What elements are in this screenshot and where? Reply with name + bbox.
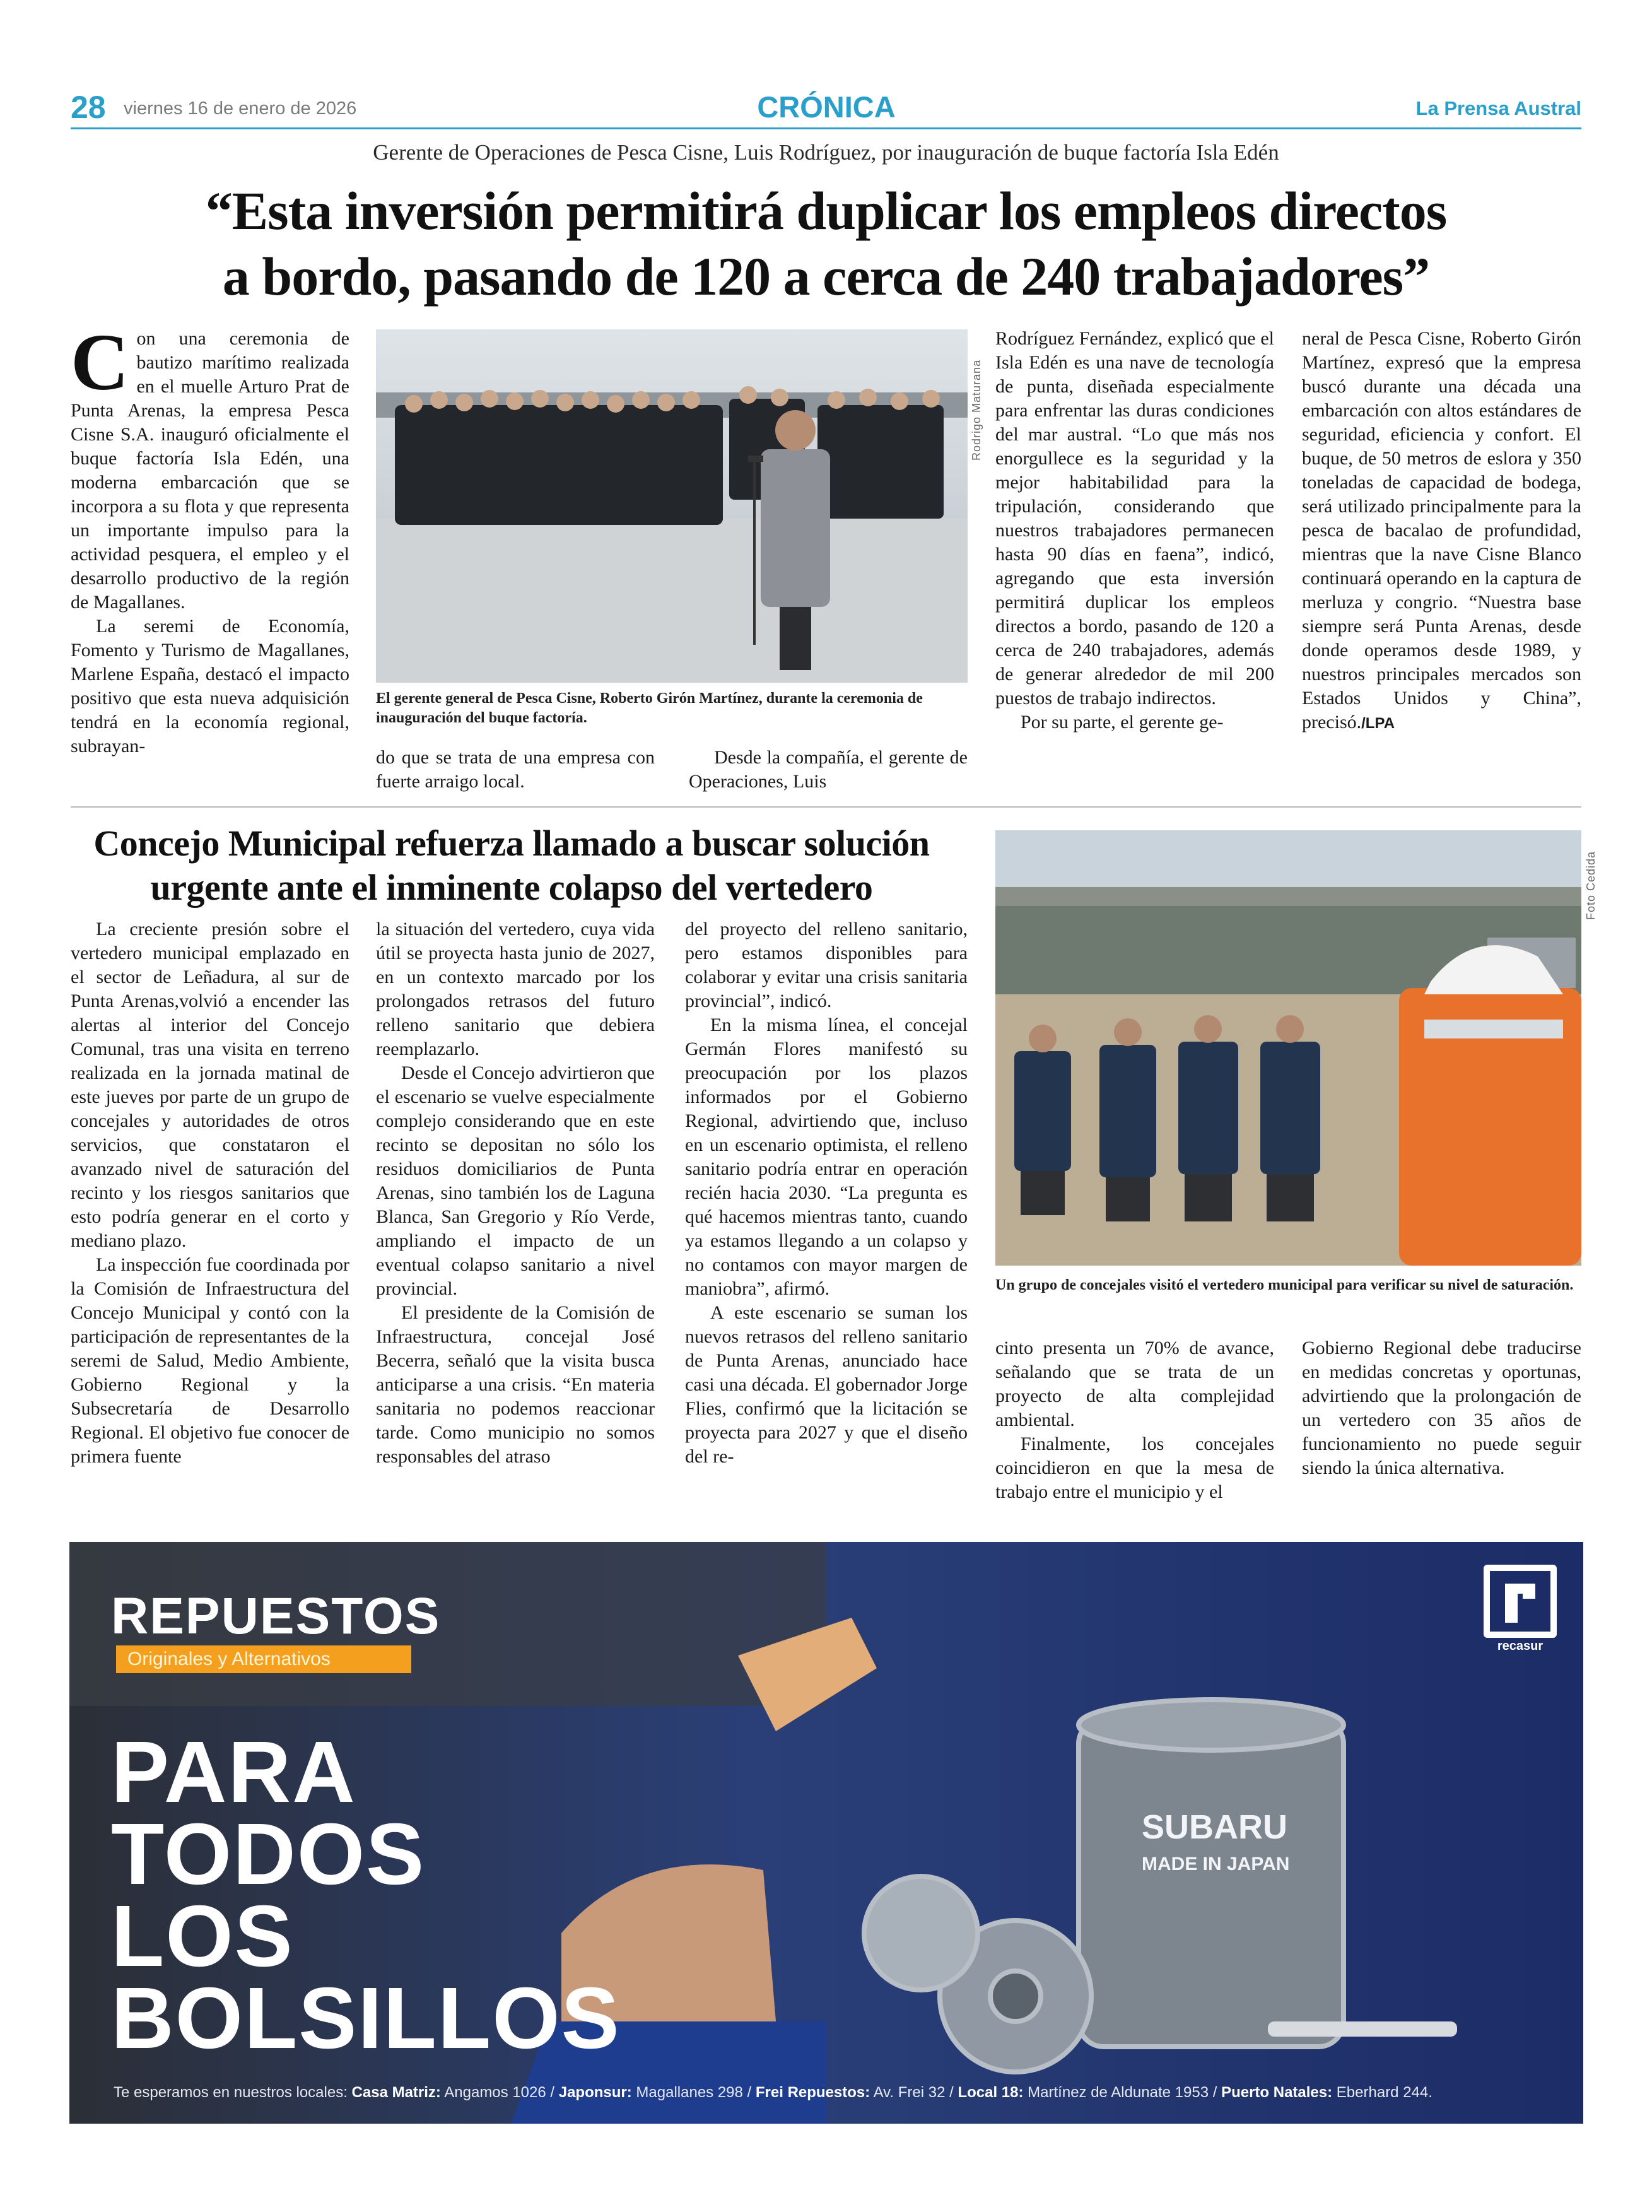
story1-column-2b xyxy=(689,746,968,794)
story1-photo-credit: Rodrigo Maturana xyxy=(970,359,983,461)
story2-column-5 xyxy=(1302,1336,1581,1519)
story1-col1-paragraph-2: La seremi de Economía, Fomento y Turismo de Magallanes, Marlene España, destacó el impacto positivo que esta nueva adquisición tendrá en la economía regional, subrayan- xyxy=(71,616,349,756)
story2-column-1 xyxy=(71,917,349,1517)
ad-tagline-3: LOS xyxy=(111,1888,294,1985)
ad-store-locations: Te esperamos en nuestros locales: Casa Matriz: Angamos 1026 / Japonsur: Magallanes 298 / Frei Repuestos: Av. Frei 32 / Local 18: Martínez de Aldunate 1953 / Puerto Natales: Eberhard 244. xyxy=(114,2084,1432,2101)
recasur-logo-text: recasur xyxy=(1497,1639,1544,1653)
ad-title: REPUESTOS xyxy=(111,1587,441,1645)
location-4-name: Local 18: xyxy=(958,2084,1024,2101)
story2-col1-paragraph-2: La inspección fue coordinada por la Comisión de Infraestructura del Concejo Municipal y contó con la participación de representantes de la seremi de Salud, Medio Ambiente, Gobierno Regional y la Subsecretaría de Desarrollo Regional. El objetivo fue conocer de primera fuente xyxy=(71,1254,349,1467)
location-1-address: Angamos 1026 xyxy=(444,2084,546,2101)
story1-column-4 xyxy=(1302,327,1581,794)
header-rule xyxy=(71,127,1581,129)
ad-tagline-2: TODOS xyxy=(111,1806,426,1903)
story1-column-2a xyxy=(376,746,655,794)
section-title: CRÓNICA xyxy=(757,90,896,124)
story2-headline xyxy=(71,821,952,910)
story1-kicker: Gerente de Operaciones de Pesca Cisne, Luis Rodríguez, por inauguración de buque factoría Isla Edén xyxy=(373,140,1279,165)
advertisement[interactable] xyxy=(69,1542,1583,2124)
story1-col3-paragraph-1: Rodríguez Fernández, explicó que el Isla Edén es una nave de tecnología de punta, diseñada especialmente para enfrentar las duras condiciones del mar austral. “Lo que más nos enorgullece es la seguridad y la mejor habitabilidad para la tripulación, considerando que nuestros trabajadores permanecen hasta 90 días en faena”, indicó, agregando que esta inversión permitirá duplicar los empleos directos a bordo, pasando de 120 a cerca de 240 trabajadores, además de generar alrededor de mil 200 puestos de trabajo indirectos. xyxy=(995,328,1274,709)
location-2-address: Magallanes 298 xyxy=(636,2084,743,2101)
story2-col2-paragraph-3: El presidente de la Comisión de Infraestructura, concejal José Becerra, señaló que la visita busca anticiparse a una crisis. “En materia sanitaria no podemos reaccionar tarde. Como municipio no somos responsables del atraso xyxy=(376,1302,655,1467)
location-4-address: Martínez de Aldunate 1953 xyxy=(1028,2084,1209,2101)
story1-headline xyxy=(71,178,1581,309)
story2-col2-paragraph-2: Desde el Concejo advirtieron que el escenario se vuelve especialmente complejo considerando que en este recinto se depositan no sólo los residuos domiciliarios de Punta Arenas, sino también los de Laguna Blanca, San Gregorio y Río Verde, ampliando el impacto de un eventual colapso sanitario a nivel provincial. xyxy=(376,1062,655,1299)
story1-under-photo-a: do que se trata de una empresa con fuerte arraigo local. xyxy=(376,747,655,792)
landfill-photo-illustration xyxy=(995,830,1581,1266)
ceremony-photo xyxy=(376,329,968,683)
story2-col3-paragraph-2: En la misma línea, el concejal Germán Flores manifestó su preocupación por los plazos informados por el Gobierno Regional, advirtiendo que, incluso en un escenario optimista, el relleno sanitario podría entrar en operación recién hacia 2030. “La pregunta es qué hacemos mientras tanto, cuando ya estamos llegando a un colapso y no contamos con mayor margen de maniobra”, afirmó. xyxy=(685,1015,968,1299)
newspaper-brand[interactable]: La Prensa Austral xyxy=(1415,97,1581,119)
location-5-name: Puerto Natales: xyxy=(1221,2084,1333,2101)
story1-under-photo-b: Desde la compañía, el gerente de Operaciones, Luis xyxy=(689,747,968,792)
story2-column-2 xyxy=(376,917,655,1517)
story2-headline-line1: Concejo Municipal refuerza llamado a buscar solución xyxy=(93,823,930,864)
page-number: 28 xyxy=(71,90,106,125)
story1-column-3 xyxy=(995,327,1274,794)
location-2-name: Japonsur: xyxy=(558,2084,632,2101)
story2-col3-paragraph-1: del proyecto del relleno sanitario, pero estamos disponibles para colaborar y evitar una crisis sanitaria provincial”, indicó. xyxy=(685,919,968,1011)
story2-col1-paragraph-1: La creciente presión sobre el vertedero municipal emplazado en el sector de Leñadura, al sur de Punta Arenas,volvió a encender las alertas al interior del Concejo Comunal, tras una visita en terreno realizada en la jornada matinal de este jueves por parte de un grupo de concejales y autoridades de otros servicios, que constataron el avanzado nivel de saturación del recinto y los riesgos sanitarios que esto podría generar en el corto y mediano plazo. xyxy=(71,919,349,1251)
story1-photo-caption: El gerente general de Pesca Cisne, Roberto Girón Martínez, durante la ceremonia de inauguración del buque factoría. xyxy=(376,690,923,726)
ad-footer-intro: Te esperamos en nuestros locales: xyxy=(114,2084,348,2101)
location-1-name: Casa Matriz: xyxy=(351,2084,441,2101)
story1-col3-paragraph-2: Por su parte, el gerente ge- xyxy=(1021,712,1224,732)
recasur-logo-icon xyxy=(1484,1565,1557,1638)
story1-headline-line1: “Esta inversión permitirá duplicar los empleos directos xyxy=(205,180,1447,241)
story2-col4-paragraph-1: cinto presenta un 70% de avance, señalando que se trata de un proyecto de alta complejidad ambiental. xyxy=(995,1338,1274,1430)
story2-photo-credit: Foto Cedida xyxy=(1585,850,1597,920)
dropcap: C xyxy=(71,327,129,407)
story2-col5-paragraph-1: Gobierno Regional debe traducirse en medidas concretas y oportunas, advirtiendo que la prolongación de un vertedero con 35 años de funcionamiento no puede seguir siendo la única alternativa. xyxy=(1302,1338,1581,1478)
issue-date: viernes 16 de enero de 2026 xyxy=(124,98,357,119)
product-brand: SUBARU xyxy=(1142,1808,1288,1846)
story-divider xyxy=(71,806,1581,808)
location-3-name: Frei Repuestos: xyxy=(755,2084,870,2101)
story2-column-4 xyxy=(995,1336,1274,1519)
location-5-address: Eberhard 244. xyxy=(1336,2084,1432,2101)
story1-headline-line2: a bordo, pasando de 120 a cerca de 240 trabajadores” xyxy=(222,246,1430,307)
story2-photo-caption: Un grupo de concejales visitó el vertedero municipal para verificar su nivel de saturación. xyxy=(995,1277,1574,1293)
ad-subtitle: Originales y Alternativos xyxy=(116,1645,411,1673)
ceremony-photo-illustration xyxy=(376,329,968,683)
location-3-address: Av. Frei 32 xyxy=(873,2084,946,2101)
ad-tagline-1: PARA xyxy=(111,1724,356,1821)
story1-col1-paragraph-1: on una ceremonia de bautizo marítimo realizada en el muelle Arturo Prat de Punta Arenas, la empresa Pesca Cisne S.A. inauguró oficialmente el buque factoría Isla Edén, una moderna embarcación que se incorpora a su flota y que representa un importante impulso para la actividad pesquera, el empleo y el desarrollo productivo de la región de Magallanes. xyxy=(71,328,349,613)
story2-col4-paragraph-2: Finalmente, los concejales coincidieron en que la mesa de trabajo entre el municipio y el xyxy=(995,1433,1274,1502)
story2-col3-paragraph-3: A este escenario se suman los nuevos retrasos del relleno sanitario de Punta Arenas, anunciado hace casi una década. El gobernador Jorge Flies, confirmó que la licitación se proyecta para 2027 y que el diseño del re- xyxy=(685,1302,968,1467)
story2-column-3 xyxy=(685,917,968,1517)
story2-col2-paragraph-1: la situación del vertedero, cuya vida útil se proyecta hasta junio de 2027, en un contexto marcado por los prolongados retrasos del futuro relleno sanitario que debiera reemplazarlo. xyxy=(376,919,655,1059)
story1-column-1 xyxy=(71,327,349,794)
product-origin: MADE IN JAPAN xyxy=(1142,1854,1290,1874)
story2-headline-line2: urgente ante el inminente colapso del vertedero xyxy=(150,867,873,908)
story1-col4-paragraph-1: neral de Pesca Cisne, Roberto Girón Martínez, expresó que la empresa buscó durante una década una embarcación con altos estándares de seguridad, eficiencia y confort. El buque, de 50 metros de eslora y 350 toneladas de capacidad de bodega, será utilizado principalmente para la pesca de bacalao de profundidad, mientras que la nave Cisne Blanco continuará operando en la captura de merluza y congrio. “Nuestra base siempre será Punta Arenas, desde donde operamos desde 1989, y nuestros principales mercados son Estados Unidos y China”, precisó. xyxy=(1302,328,1581,732)
story1-signoff: /LPA xyxy=(1361,715,1395,732)
recasur-logo-mark xyxy=(1484,1565,1557,1638)
landfill-photo xyxy=(995,830,1581,1266)
ad-tagline-4: BOLSILLOS xyxy=(111,1970,621,2067)
